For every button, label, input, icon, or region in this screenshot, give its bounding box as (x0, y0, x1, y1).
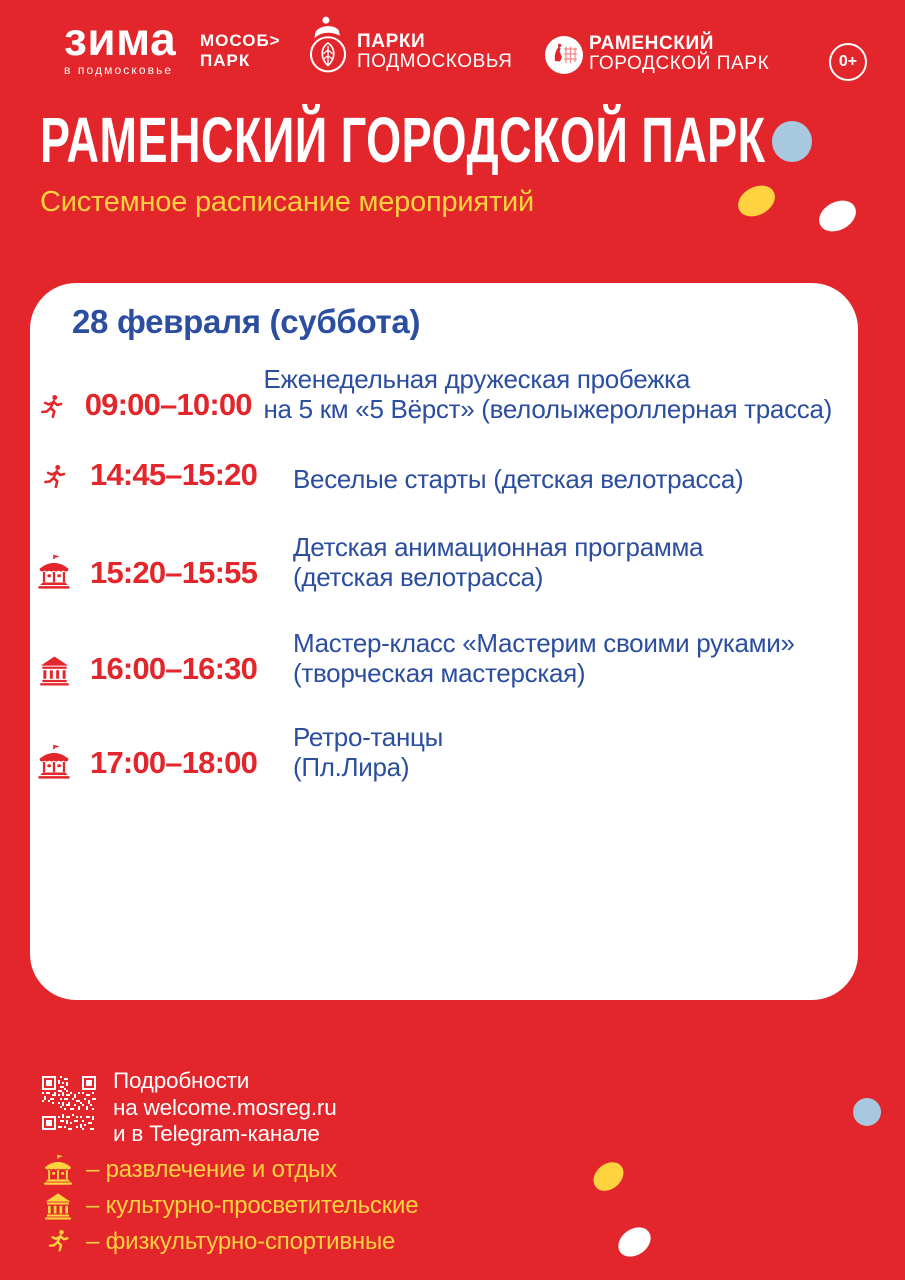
event-row (32, 620, 832, 688)
event-row (32, 524, 832, 592)
runner-icon (36, 1229, 80, 1255)
event-time: 15:20–15:55 (90, 555, 258, 590)
event-line: Детская анимационная программа (293, 532, 704, 562)
ramensky-logo-line1: РАМЕНСКИЙ (589, 33, 714, 54)
parki-logo-line2: ПОДМОСКОВЬЯ (357, 51, 513, 72)
schedule-card (30, 283, 858, 1000)
runner-icon (32, 394, 71, 424)
carousel-icon (32, 554, 76, 592)
decor-dot-yellow-bottom (588, 1156, 629, 1196)
event-line: на 5 км «5 Вёрст» (велолыжероллерная трасса) (263, 394, 832, 424)
event-line: (творческая мастерская) (293, 658, 586, 688)
qr-caption (113, 1068, 337, 1148)
parki-podmoskovya-logo (305, 14, 351, 81)
event-line: Еженедельная дружеская пробежка (263, 364, 690, 394)
decor-dot-yellow-top (733, 179, 781, 222)
legend-item (36, 1188, 418, 1224)
ramensky-park-logo (545, 36, 583, 79)
age-rating-badge: 0+ (829, 43, 867, 81)
event-line: (детская велотрасса) (293, 562, 544, 592)
legend-label: – физкультурно-спортивные (86, 1228, 396, 1255)
event-description (293, 722, 443, 782)
parki-logo-line1: ПАРКИ (357, 31, 426, 52)
qr-code (40, 1074, 98, 1132)
leaf-hat-icon (305, 63, 351, 80)
park-gate-icon (545, 61, 583, 78)
decor-dot-blue-bottom (853, 1098, 881, 1126)
mosobpark-logo (200, 31, 281, 71)
event-description (293, 532, 703, 592)
page-subtitle: Системное расписание мероприятий (40, 186, 535, 218)
event-description (293, 628, 795, 688)
qr-caption-line1: Подробности (113, 1068, 250, 1093)
page-title: РАМЕНСКИЙ ГОРОДСКОЙ ПАРК (40, 104, 766, 177)
legend (36, 1152, 418, 1260)
decor-dot-blue-top (772, 121, 812, 162)
ramensky-logo-line2: ГОРОДСКОЙ ПАРК (589, 53, 770, 74)
mosobpark-logo-line2: ПАРК (200, 51, 251, 70)
bank-icon (36, 1192, 80, 1220)
qr-caption-line2: на welcome.mosreg.ru (113, 1094, 337, 1120)
carousel-icon (36, 1154, 80, 1186)
event-line: Веселые старты (детская велотрасса) (293, 464, 744, 494)
event-time: 16:00–16:30 (90, 651, 258, 686)
event-row (32, 426, 832, 494)
zima-logo-subtitle: в подмосковье (64, 63, 174, 77)
event-time: 09:00–10:00 (84, 387, 252, 422)
qr-caption-line3: и в Telegram-канале (113, 1121, 320, 1146)
event-line: Ретро-танцы (293, 722, 443, 752)
legend-item (36, 1152, 418, 1188)
event-time: 17:00–18:00 (90, 745, 258, 780)
zima-logo-title: зима (64, 13, 177, 65)
legend-label: – развлечение и отдых (86, 1156, 337, 1183)
ramensky-park-text (589, 34, 769, 74)
parki-podmoskovya-text (357, 32, 512, 72)
runner-icon (32, 464, 76, 494)
event-row (32, 714, 832, 782)
event-row (32, 356, 832, 424)
carousel-icon (32, 744, 76, 782)
zima-logo (64, 13, 177, 77)
decor-dot-white-top (814, 194, 862, 237)
event-line: (Пл.Лира) (293, 752, 410, 782)
event-time: 14:45–15:20 (90, 457, 258, 492)
event-description (263, 364, 832, 424)
decor-dot-white-bottom (613, 1221, 657, 1262)
bank-icon (32, 655, 76, 688)
mosobpark-logo-line1: МОСОБ> (200, 31, 281, 50)
legend-item (36, 1224, 418, 1260)
event-line: Мастер-класс «Мастерим своими руками» (293, 628, 795, 658)
date-heading: 28 февраля (суббота) (72, 303, 421, 340)
event-description (293, 464, 743, 494)
legend-label: – культурно-просветительские (86, 1192, 419, 1219)
